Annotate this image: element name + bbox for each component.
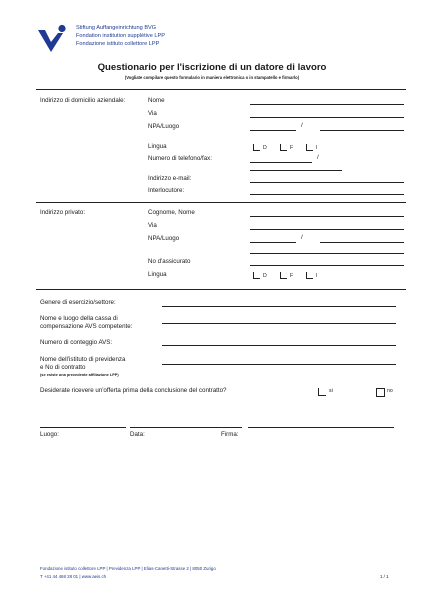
field-luogo[interactable]: [320, 130, 404, 131]
foundation-name-de: Stiftung Auffangeinrichtung BVG: [76, 25, 157, 31]
field-cognome[interactable]: [250, 216, 404, 217]
section-label-privato: Indirizzo privato:: [40, 209, 86, 216]
label-lingua: Lingua: [148, 143, 167, 150]
label-firma: Firma:: [221, 431, 239, 438]
page-number: 1 / 1: [380, 574, 389, 579]
field-privato-via[interactable]: [250, 229, 404, 230]
label-cassa-1: Nome e luogo della cassa di: [40, 315, 118, 322]
header-divider: [36, 89, 406, 90]
foundation-name-fr: Fondation institution supplétive LPP: [76, 33, 165, 39]
foundation-name-it: Fondazione istituto collettore LPP: [76, 41, 160, 47]
field-assicurato[interactable]: [250, 265, 404, 266]
field-privato-npa[interactable]: [250, 242, 296, 243]
label-privato-npa: NPA/Luogo: [148, 235, 180, 242]
label-nome: Nome: [148, 97, 165, 104]
privato-option-f: F: [290, 273, 294, 279]
field-privato-extra[interactable]: [250, 253, 404, 254]
label-luogo: Luogo:: [40, 431, 59, 438]
privato-npa-slash: /: [301, 234, 303, 241]
field-istituto[interactable]: [162, 364, 396, 365]
label-interlocutore: Interlocutore:: [148, 187, 185, 194]
footer-contact: T +41 44 468 28 01 | www.aeis.ch: [40, 574, 107, 579]
label-assicurato: No d'assicurato: [148, 258, 191, 265]
npa-slash: /: [301, 122, 303, 129]
field-luogo-firma[interactable]: [40, 427, 126, 428]
privato-option-d: D: [263, 273, 267, 279]
privato-option-i: I: [316, 273, 318, 279]
field-telefono[interactable]: [250, 162, 312, 163]
telefono-slash: /: [317, 154, 319, 161]
label-email: Indirizzo e-mail:: [148, 175, 192, 182]
field-genere[interactable]: [162, 306, 396, 307]
foundation-logo-icon: [36, 24, 70, 54]
offerta-no-label: no: [387, 388, 393, 394]
checkbox-lingua-d[interactable]: [253, 144, 260, 151]
field-firma[interactable]: [248, 427, 394, 428]
field-email[interactable]: [250, 182, 404, 183]
offerta-si-label: si: [329, 388, 333, 394]
label-istituto-2: e No di contratto: [40, 364, 86, 371]
footer-address: Fondazione istituto collettore LPP | Previdenza LPP | Elias-Canetti-Strasse 2 | 8050 Zurigo: [40, 566, 216, 571]
page-title: Questionario per l'iscrizione di un datore di lavoro: [97, 62, 327, 73]
label-via: Via: [148, 110, 157, 117]
label-genere: Genere di esercizio/settore:: [40, 299, 116, 306]
section-divider-2: [36, 289, 406, 290]
page-subtitle: (Vogliate compilare questo formulario in maniera elettronica o in stampatello e firmarlo): [124, 75, 300, 80]
label-telefono: Numero di telefono/fax:: [148, 155, 212, 162]
field-data-firma[interactable]: [130, 427, 242, 428]
label-npa: NPA/Luogo: [148, 123, 180, 130]
field-interlocutore[interactable]: [250, 194, 404, 195]
section-label-domicilio: Indirizzo di domicilio aziendale:: [40, 97, 126, 104]
checkbox-lingua-i[interactable]: [306, 144, 313, 151]
field-fax[interactable]: [250, 170, 342, 171]
field-privato-luogo[interactable]: [320, 242, 404, 243]
label-istituto-1: Nome dell'istituto di previdenza: [40, 356, 126, 363]
checkbox-offerta-no[interactable]: [376, 388, 385, 397]
label-offerta: Desiderate ricevere un'offerta prima della conclusione del contratto?: [40, 387, 227, 394]
label-cassa-2: compensazione AVS competente:: [40, 323, 133, 330]
checkbox-privato-f[interactable]: [280, 272, 287, 279]
field-nome[interactable]: [250, 104, 404, 105]
option-i: I: [316, 145, 318, 151]
label-privato-via: Via: [148, 222, 157, 229]
checkbox-privato-d[interactable]: [253, 272, 260, 279]
option-d: D: [263, 145, 267, 151]
option-f: F: [290, 145, 294, 151]
checkbox-offerta-si[interactable]: [318, 388, 326, 396]
label-privato-lingua: Lingua: [148, 271, 167, 278]
field-conteggio[interactable]: [162, 345, 396, 346]
label-cognome: Cognome, Nome: [148, 209, 195, 216]
istituto-note: (se esiste una precedente affiliazione LPP): [40, 372, 119, 377]
field-via[interactable]: [250, 117, 404, 118]
checkbox-lingua-f[interactable]: [280, 144, 287, 151]
label-conteggio: Numero di conteggio AVS:: [40, 339, 113, 346]
checkbox-privato-i[interactable]: [306, 272, 313, 279]
label-data: Data:: [130, 431, 145, 438]
field-cassa[interactable]: [162, 323, 396, 324]
field-npa[interactable]: [250, 130, 296, 131]
section-divider-1: [36, 202, 406, 203]
